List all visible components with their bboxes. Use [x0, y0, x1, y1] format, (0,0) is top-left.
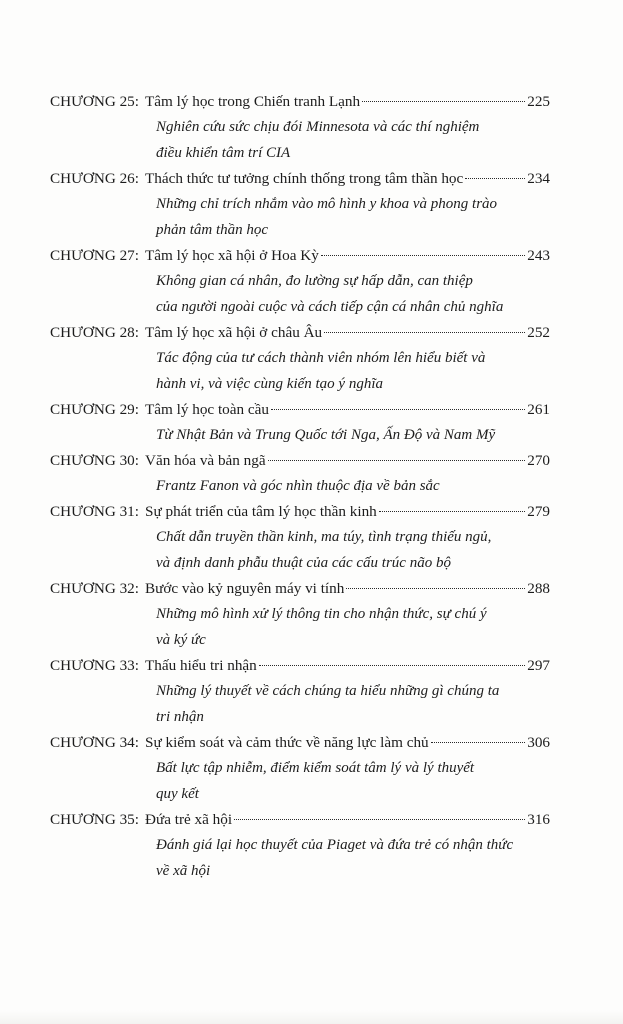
page-bottom-edge	[0, 1010, 623, 1024]
chapter-number: CHƯƠNG 32:	[50, 580, 139, 597]
dot-leader	[234, 819, 525, 820]
toc-entry-heading	[50, 499, 550, 524]
chapter-title: Thấu hiểu tri nhận	[145, 657, 257, 674]
dot-leader	[321, 255, 525, 256]
chapter-title: Sự kiểm soát và cảm thức về năng lực làm chủ	[145, 734, 429, 751]
chapter-subtitle: tri nhận	[156, 709, 204, 725]
chapter-number: CHƯƠNG 33:	[50, 657, 139, 674]
chapter-title: Tâm lý học xã hội ở Hoa Kỳ	[145, 247, 319, 264]
chapter-number: CHƯƠNG 27:	[50, 247, 139, 264]
toc-entry-heading	[50, 653, 550, 678]
chapter-number: CHƯƠNG 34:	[50, 734, 139, 751]
chapter-number: CHƯƠNG 30:	[50, 452, 139, 469]
toc-entry-heading	[50, 166, 550, 191]
toc-entry	[50, 397, 550, 448]
toc-entry-heading	[50, 89, 550, 114]
chapter-subtitle: Chất dẫn truyền thần kinh, ma túy, tình trạng thiếu ngủ,	[156, 529, 492, 545]
toc-entry	[50, 89, 550, 166]
chapter-subtitle: Nghiên cứu sức chịu đói Minnesota và các thí nghiệm	[156, 119, 480, 135]
chapter-title: Thách thức tư tưởng chính thống trong tâm thần học	[145, 170, 464, 187]
page-number: 288	[527, 580, 550, 597]
chapter-subtitle: quy kết	[156, 786, 199, 802]
toc-entry-heading	[50, 576, 550, 601]
chapter-subtitle: Tác động của tư cách thành viên nhóm lên hiểu biết và	[156, 350, 486, 366]
chapter-title: Tâm lý học toàn cầu	[145, 401, 269, 418]
chapter-subtitle: hành vi, và việc cùng kiến tạo ý nghĩa	[156, 376, 384, 392]
toc-entry-heading	[50, 807, 550, 832]
page-number: 261	[527, 401, 550, 418]
chapter-subtitle: phản tâm thần học	[156, 222, 269, 238]
chapter-subtitle: của người ngoài cuộc và cách tiếp cận cá nhân chủ nghĩa	[156, 299, 504, 315]
page-number: 243	[527, 247, 550, 264]
dot-leader	[259, 665, 525, 666]
page-number: 234	[527, 170, 550, 187]
toc-entry-heading	[50, 320, 550, 345]
chapter-subtitle: Frantz Fanon và góc nhìn thuộc địa về bản sắc	[156, 478, 440, 494]
chapter-number: CHƯƠNG 35:	[50, 811, 139, 828]
chapter-number: CHƯƠNG 28:	[50, 324, 139, 341]
toc-entry	[50, 166, 550, 243]
chapter-title: Bước vào kỷ nguyên máy vi tính	[145, 580, 345, 597]
dot-leader	[271, 409, 525, 410]
toc-entry-heading	[50, 448, 550, 473]
dot-leader	[431, 742, 526, 743]
toc-entry	[50, 320, 550, 397]
chapter-number: CHƯƠNG 31:	[50, 503, 139, 520]
chapter-subtitle: Những chỉ trích nhắm vào mô hình y khoa và phong trào	[156, 196, 498, 212]
chapter-subtitle: Từ Nhật Bản và Trung Quốc tới Nga, Ấn Độ và Nam Mỹ	[156, 427, 496, 443]
dot-leader	[346, 588, 525, 589]
toc-entry	[50, 653, 550, 730]
chapter-number: CHƯƠNG 26:	[50, 170, 139, 187]
page-number: 297	[527, 657, 550, 674]
toc-entry-heading	[50, 397, 550, 422]
chapter-subtitle: Không gian cá nhân, đo lường sự hấp dẫn, can thiệp	[156, 273, 473, 289]
dot-leader	[268, 460, 526, 461]
page-number: 279	[527, 503, 550, 520]
toc-entry	[50, 499, 550, 576]
chapter-subtitle: Đánh giá lại học thuyết của Piaget và đứa trẻ có nhận thức	[156, 837, 514, 853]
chapter-number: CHƯƠNG 25:	[50, 93, 139, 110]
chapter-title: Sự phát triển của tâm lý học thần kinh	[145, 503, 377, 520]
toc-entry	[50, 730, 550, 807]
chapter-subtitle: và ký ức	[156, 632, 206, 648]
dot-leader	[324, 332, 525, 333]
toc-entry-heading	[50, 243, 550, 268]
dot-leader	[379, 511, 525, 512]
chapter-subtitle: Những lý thuyết về cách chúng ta hiểu những gì chúng ta	[156, 683, 500, 699]
page-number: 316	[527, 811, 550, 828]
toc-entry	[50, 243, 550, 320]
chapter-subtitle: Những mô hình xử lý thông tin cho nhận thức, sự chú ý	[156, 606, 487, 622]
chapter-subtitle: về xã hội	[156, 863, 211, 879]
chapter-title: Tâm lý học trong Chiến tranh Lạnh	[145, 93, 361, 110]
toc-entry	[50, 807, 550, 884]
chapter-title: Đứa trẻ xã hội	[145, 811, 233, 828]
chapter-subtitle: và định danh phẫu thuật của các cấu trúc não bộ	[156, 555, 451, 571]
toc-entry-heading	[50, 730, 550, 755]
chapter-title: Tâm lý học xã hội ở châu Âu	[145, 324, 323, 341]
toc-entry	[50, 576, 550, 653]
chapter-subtitle: điều khiển tâm trí CIA	[156, 145, 291, 161]
chapter-subtitle: Bất lực tập nhiễm, điểm kiểm soát tâm lý và lý thuyết	[156, 760, 475, 776]
page-number: 270	[527, 452, 550, 469]
page-number: 225	[527, 93, 550, 110]
toc-entry	[50, 448, 550, 499]
chapter-title: Văn hóa và bản ngã	[145, 452, 266, 469]
page-number: 252	[527, 324, 550, 341]
dot-leader	[465, 178, 525, 179]
table-of-contents	[50, 89, 550, 884]
chapter-number: CHƯƠNG 29:	[50, 401, 139, 418]
dot-leader	[362, 101, 525, 102]
page-number: 306	[527, 734, 550, 751]
